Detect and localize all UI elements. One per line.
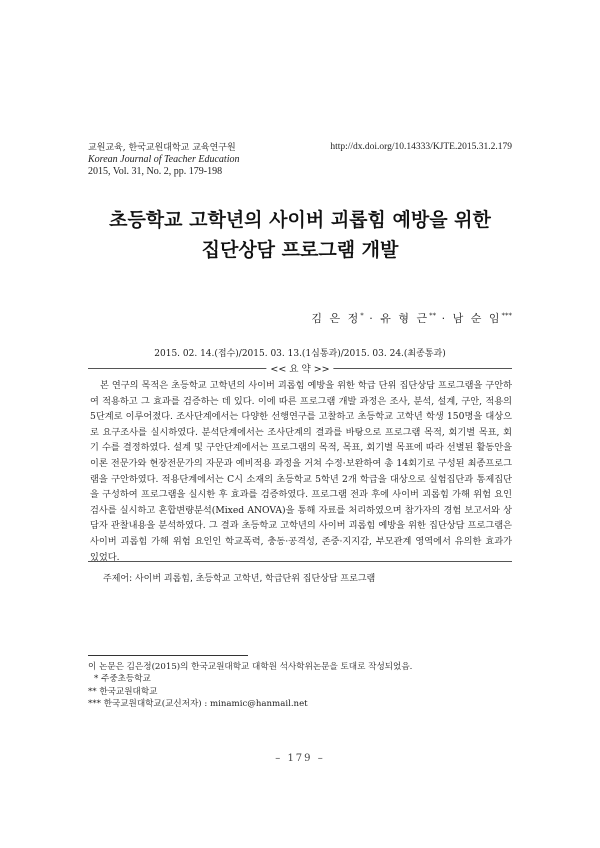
paper-title: [60, 205, 540, 265]
author-separator: ·: [436, 312, 453, 325]
doi-link[interactable]: http://dx.doi.org/10.14333/KJTE.2015.31.2.179: [330, 142, 512, 152]
paper-title-line1: 초등학교 고학년의 사이버 괴롭힘 예방을 위한: [109, 209, 491, 231]
author-mark: *: [360, 311, 364, 320]
abstract-body: 본 연구의 목적은 초등학교 고학년의 사이버 괴롭힘 예방을 위한 학급 단위 집단상담 프로그램을 구안하여 적용하고 그 효과를 검증하는 데 있다. 이에 따른 프로그램 개발 과정은 조사, 분석, 설계, 구안, 적용의 5단계로 이루어졌다. 조사단계에서는 다양한 선행연구를 고찰하고 초등학교 고학년 학생 150명을 대상으로 요구조사를 실시하였다. 분석단계에서는 조사단계의 결과를 바탕으로 프로그램 목적, 회기별 목표, 회기 수를 결정하였다. 설계 및 구안단계에서는 프로그램의 목적, 목표, 회기별 목표에 따라 선별된 활동안을 이론 전문가와 현장전문가의 자문과 예비적용 과정을 거쳐 수정·보완하여 총 14회기로 구성된 최종프로그램을 구안하였다. 적용단계에서는 C시 소재의 초등학교 5학년 2개 학급을 대상으로 실험집단과 통제집단을 구성하여 프로그램을 실시한 후 효과를 검증하였다. 프로그램 전과 후에 사이버 괴롭힘 가해 위험 요인 검사를 실시하고 혼합변량분석(Mixed ANOVA)을 통해 자료를 처리하였으며 참가자의 경험 보고서와 상담자 관찰내용을 분석하였다. 그 결과 초등학교 고학년의 사이버 괴롭힘 예방을 위한 집단상담 프로그램은 사이버 괴롭힘 가해 위험 요인인 학교폭력, 충동·공격성, 존중·지지감, 부모관계 영역에서 유의한 효과가 있었다.: [90, 380, 512, 563]
abstract-heading: [88, 361, 512, 375]
journal-volume: 2015, Vol. 31, No. 2, pp. 179-198: [88, 166, 223, 177]
journal-name-en: Korean Journal of Teacher Education: [88, 154, 240, 165]
footnote-affiliation-3: *** 한국교원대학교(교신저자) : minamic@hanmail.net: [88, 698, 308, 709]
author-name: 남 순 임: [452, 312, 502, 325]
journal-info: [88, 142, 239, 178]
author-name: 김 은 정: [311, 312, 361, 325]
footnote-affiliation-2: ** 한국교원대학교: [88, 686, 158, 697]
footnote-affiliation-1: * 주중초등학교: [94, 674, 151, 685]
page-number: – 179 –: [275, 753, 325, 764]
author-mark: **: [429, 311, 437, 320]
footnote-rule: [88, 655, 248, 656]
submission-dates: 2015. 02. 14.(접수)/2015. 03. 13.(1심통과)/2015. 03. 24.(최종통과): [154, 349, 446, 359]
paper-title-line2: 집단상담 프로그램 개발: [201, 239, 399, 261]
journal-publisher: 교원교육, 한국교원대학교 교육연구원: [88, 143, 236, 153]
author-mark: ***: [501, 311, 512, 320]
footnotes: [88, 661, 412, 710]
footnote-funding: 이 논문은 김은정(2015)의 한국교원대학교 대학원 석사학위논문을 토대로 작성되었음.: [88, 662, 413, 672]
author-separator: ·: [363, 312, 381, 325]
abstract-heading-label: << 요 약 >>: [266, 361, 333, 375]
author-name: 유 형 근: [380, 312, 430, 325]
keywords: 주제어: 사이버 괴롭힘, 초등학교 고학년, 학급단위 집단상담 프로그램: [103, 574, 376, 584]
author-list: [311, 310, 512, 326]
keywords-rule: [88, 561, 512, 562]
